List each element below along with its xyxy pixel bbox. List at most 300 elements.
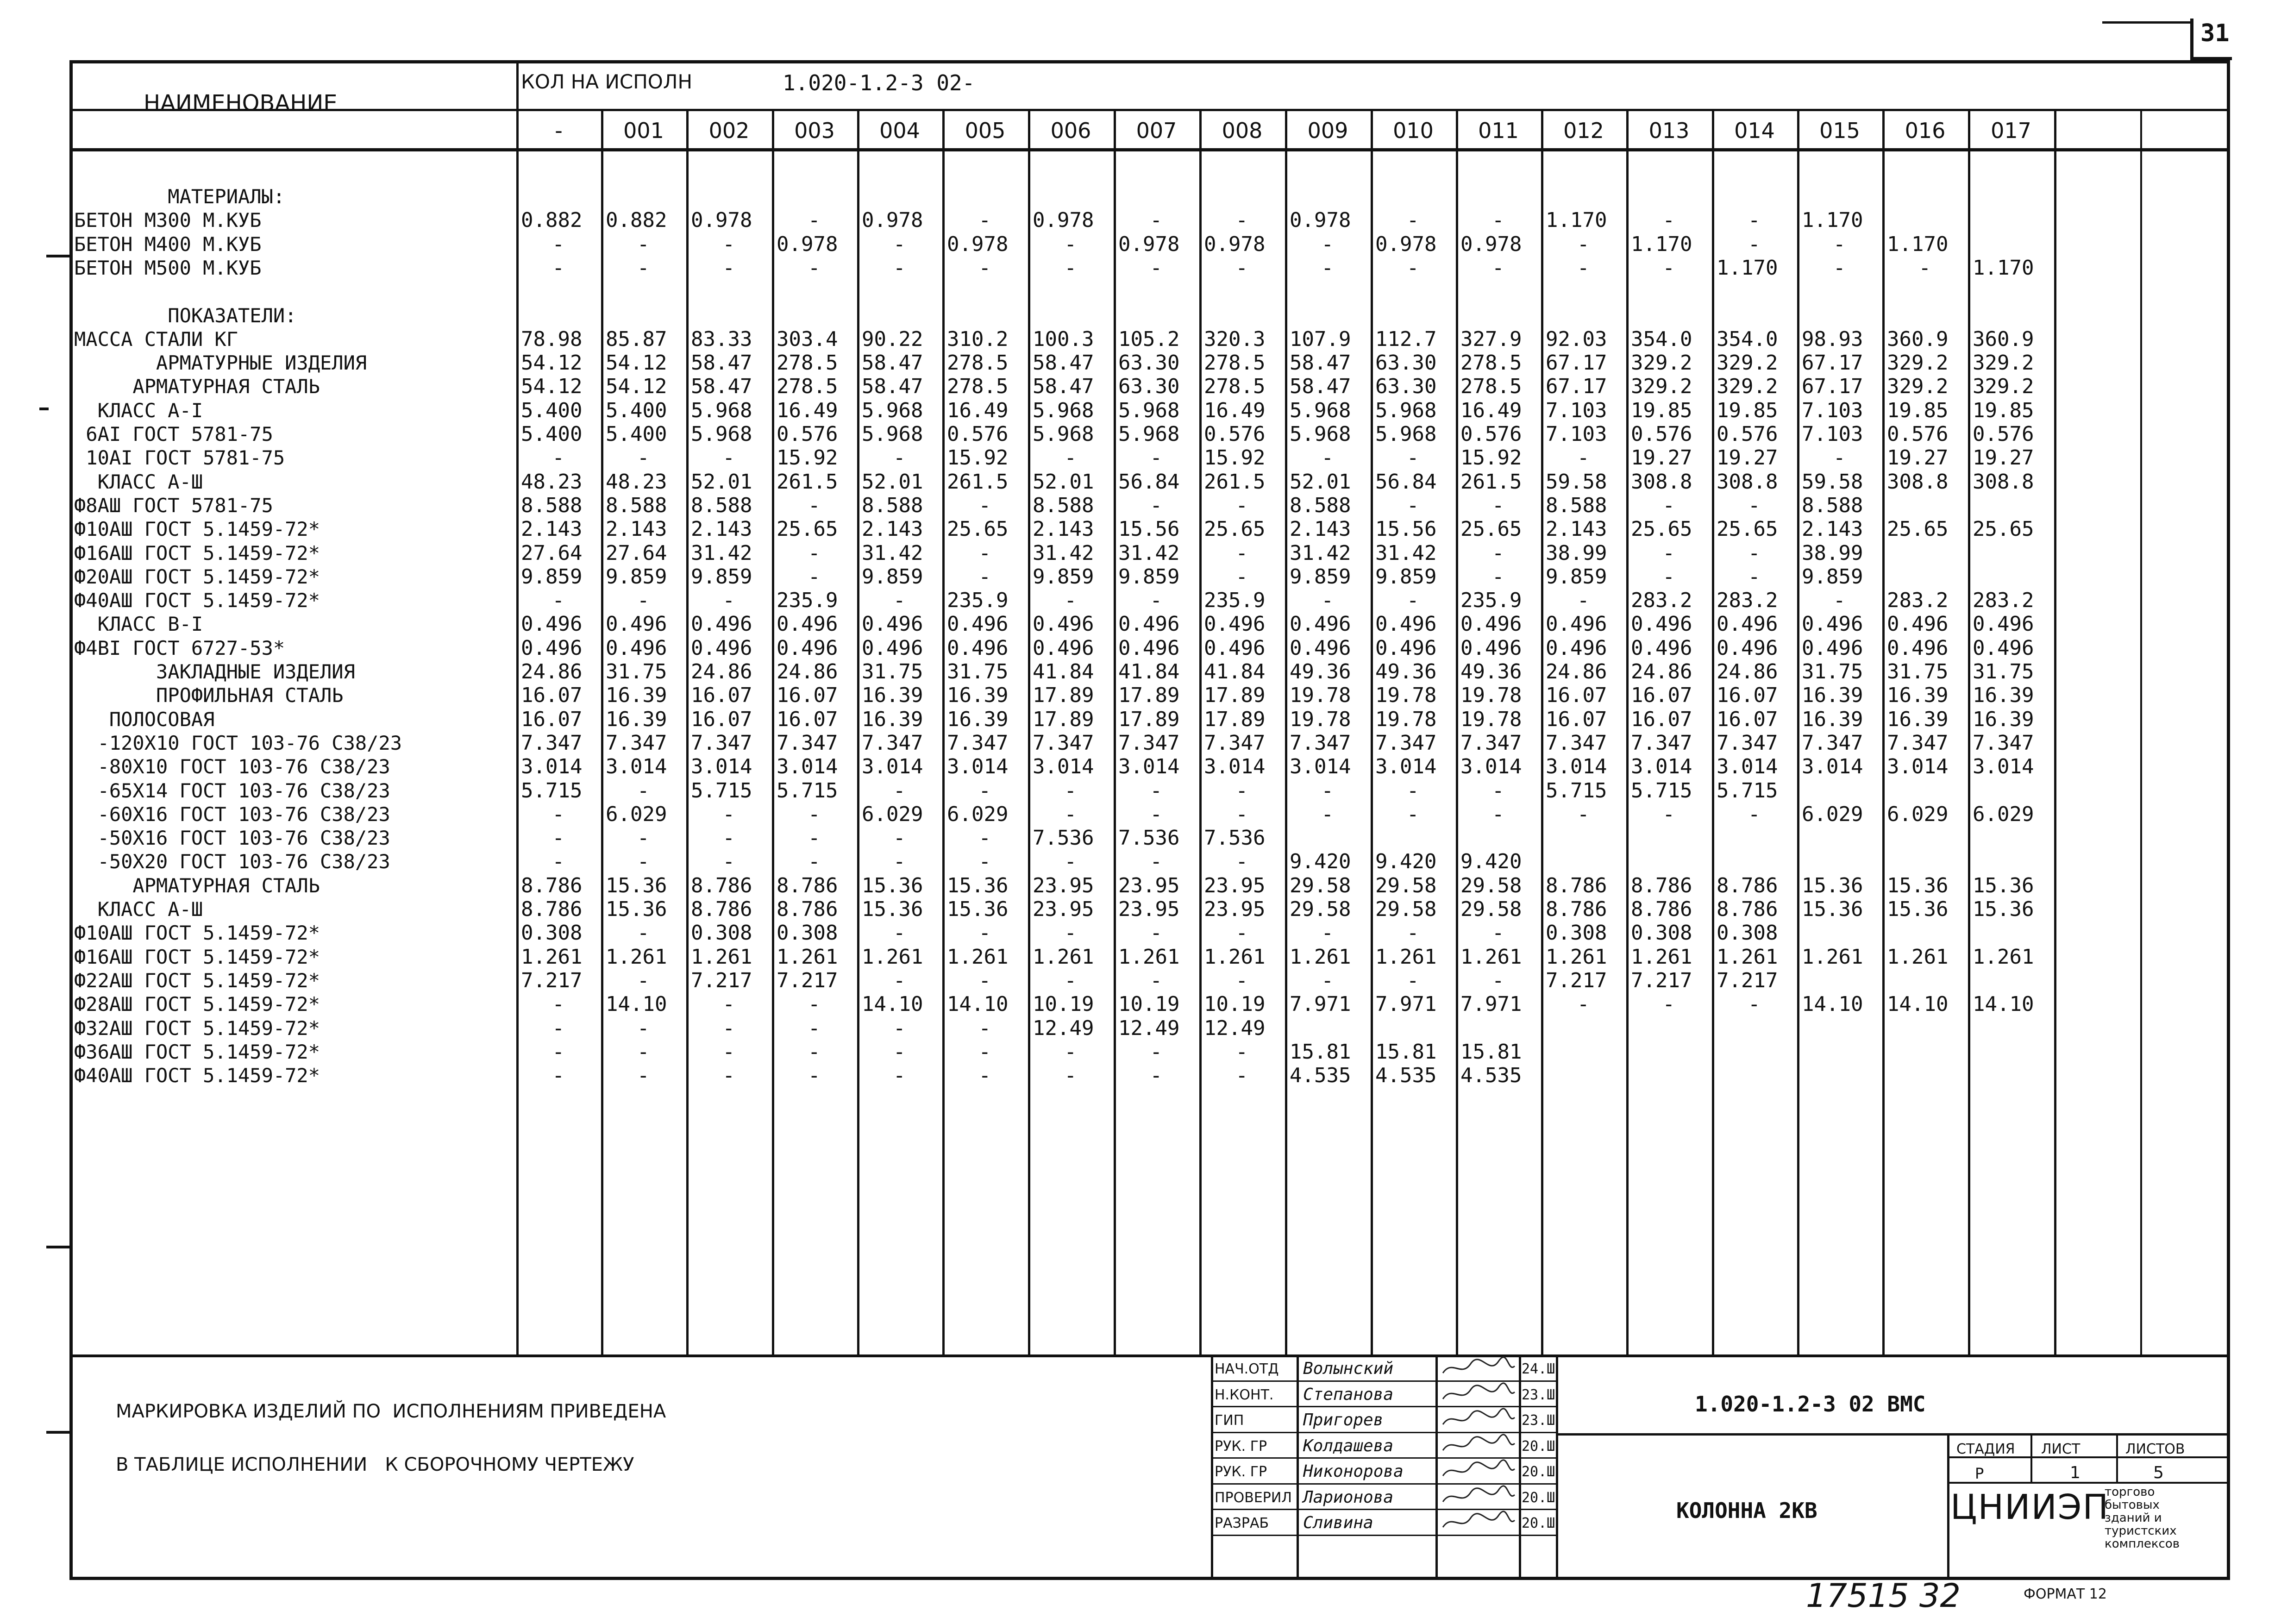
row-label: КЛАСС А-Ш xyxy=(74,470,203,493)
column-divider xyxy=(1882,109,1885,1354)
table-cell: 283.2 xyxy=(1717,589,1778,613)
table-cell: 354.0 xyxy=(1717,327,1778,351)
table-cell: 7.217 xyxy=(1631,968,1692,992)
table-cell: 8.786 xyxy=(1717,897,1778,921)
column-header: 007 xyxy=(1136,118,1177,143)
table-cell: - xyxy=(978,1064,991,1088)
table-cell: 3.014 xyxy=(1118,755,1180,779)
table-cell: 7.347 xyxy=(1973,731,2034,755)
table-cell: 0.978 xyxy=(1460,232,1522,256)
table-cell: 2.143 xyxy=(1802,517,1863,541)
table-cell: 0.496 xyxy=(1460,612,1522,636)
title-block-role: РУК. ГР xyxy=(1215,1464,1267,1480)
table-cell: 235.9 xyxy=(947,589,1009,613)
table-cell: - xyxy=(808,541,821,565)
table-cell: 5.715 xyxy=(777,778,838,803)
table-cell: 7.971 xyxy=(1290,992,1351,1016)
table-cell: 19.27 xyxy=(1631,446,1692,470)
row-label: ПОЛОСОВАЯ xyxy=(74,708,215,731)
table-cell: 31.42 xyxy=(691,541,752,565)
table-cell: 7.347 xyxy=(1887,731,1949,755)
table-cell: - xyxy=(978,921,991,945)
table-cell: - xyxy=(722,802,735,826)
table-cell: - xyxy=(808,256,821,280)
table-cell: 59.58 xyxy=(1802,470,1863,494)
table-cell: 7.217 xyxy=(777,968,838,992)
table-cell: 41.84 xyxy=(1118,660,1180,683)
table-cell: - xyxy=(893,256,906,280)
table-cell: 3.014 xyxy=(1887,755,1949,779)
table-cell: - xyxy=(1662,208,1675,232)
table-cell: 17.89 xyxy=(1204,707,1266,731)
table-cell: 3.014 xyxy=(1375,755,1437,779)
row-label: АРМАТУРНАЯ СТАЛЬ xyxy=(74,375,320,398)
table-cell: 54.12 xyxy=(521,351,583,375)
column-header: 005 xyxy=(965,118,1006,143)
table-cell: 19.85 xyxy=(1631,398,1692,422)
table-cell: 16.39 xyxy=(606,683,667,708)
table-cell: - xyxy=(1407,208,1419,232)
table-cell: - xyxy=(1662,541,1675,565)
table-cell: 12.49 xyxy=(1033,1016,1094,1040)
table-cell: 3.014 xyxy=(777,755,838,779)
table-cell: - xyxy=(978,778,991,803)
row-label: БЕТОН М500 М.КУБ xyxy=(74,256,262,279)
table-cell: - xyxy=(637,1016,650,1040)
table-cell: 0.496 xyxy=(1118,636,1180,660)
row-label: Ф4BI ГОСТ 6727-53* xyxy=(74,636,285,659)
title-block-role: РУК. ГР xyxy=(1215,1438,1267,1455)
table-cell: 25.65 xyxy=(1204,517,1266,541)
table-cell: 0.576 xyxy=(1717,422,1778,446)
table-cell: 16.07 xyxy=(1717,683,1778,708)
table-cell: 3.014 xyxy=(1290,755,1351,779)
signature-mark xyxy=(1438,1354,1517,1380)
table-cell: - xyxy=(722,232,735,256)
column-header: 006 xyxy=(1050,118,1091,143)
table-cell: 5.968 xyxy=(1375,398,1437,422)
title-block-divider xyxy=(2030,1433,2032,1482)
table-cell: 24.86 xyxy=(521,660,583,683)
table-cell: 17.89 xyxy=(1033,707,1094,731)
designation: 1.020-1.2-3 02 ВМС xyxy=(1695,1392,1926,1417)
table-cell: 8.786 xyxy=(521,873,583,897)
row-label: КЛАСС А-I xyxy=(74,399,203,422)
table-cell: 0.496 xyxy=(1717,636,1778,660)
title-block-name: Колдашева xyxy=(1303,1436,1394,1455)
column-divider xyxy=(1797,109,1799,1354)
table-cell: 16.39 xyxy=(947,707,1009,731)
title-block-divider xyxy=(1435,1354,1438,1579)
column-header: - xyxy=(555,118,563,143)
table-cell: 78.98 xyxy=(521,327,583,351)
table-cell: - xyxy=(722,850,735,874)
table-cell: - xyxy=(978,850,991,874)
title-block-date: 24.Ш xyxy=(1522,1361,1555,1377)
table-cell: 9.859 xyxy=(1375,564,1437,589)
table-cell: 48.23 xyxy=(606,470,667,494)
table-cell: - xyxy=(552,446,564,470)
table-cell: 15.36 xyxy=(947,897,1009,921)
table-cell: 24.86 xyxy=(1546,660,1607,683)
row-label: Ф28АШ ГОСТ 5.1459-72* xyxy=(74,993,320,1016)
table-cell: 16.49 xyxy=(947,398,1009,422)
table-cell: 5.715 xyxy=(1717,778,1778,803)
title-block-divider xyxy=(1947,1482,2230,1484)
table-cell: 9.859 xyxy=(1802,564,1863,589)
organization-name: ЦНИИЭП xyxy=(1950,1487,2110,1527)
table-cell: 5.715 xyxy=(1631,778,1692,803)
table-cell: 278.5 xyxy=(947,351,1009,375)
table-cell: 5.715 xyxy=(1546,778,1607,803)
table-cell: - xyxy=(1064,850,1077,874)
table-cell: 5.968 xyxy=(1375,422,1437,446)
table-cell: 16.39 xyxy=(1887,707,1949,731)
table-cell: 16.07 xyxy=(1546,707,1607,731)
table-cell: - xyxy=(552,1040,564,1064)
table-cell: 52.01 xyxy=(862,470,923,494)
table-cell: - xyxy=(1407,589,1419,613)
table-cell: 7.103 xyxy=(1546,422,1607,446)
table-cell: - xyxy=(1577,992,1590,1016)
table-cell: 310.2 xyxy=(947,327,1009,351)
title-block-role: Н.КОНТ. xyxy=(1215,1386,1274,1403)
title-block-role: РАЗРАБ xyxy=(1215,1515,1269,1531)
column-divider xyxy=(942,109,945,1354)
table-cell: 3.014 xyxy=(1204,755,1266,779)
table-cell: 0.496 xyxy=(1717,612,1778,636)
table-cell: 58.47 xyxy=(691,375,752,399)
table-cell: 5.968 xyxy=(691,422,752,446)
table-cell: - xyxy=(808,850,821,874)
table-cell: 329.2 xyxy=(1887,375,1949,399)
row-label: 6AI ГОСТ 5781-75 xyxy=(74,423,273,445)
table-cell: - xyxy=(1235,1040,1248,1064)
table-cell: 15.81 xyxy=(1460,1040,1522,1064)
table-cell: 31.75 xyxy=(606,660,667,683)
table-cell: 5.968 xyxy=(862,422,923,446)
row-label: Ф40АШ ГОСТ 5.1459-72* xyxy=(74,1064,320,1087)
table-cell: 8.786 xyxy=(777,897,838,921)
table-cell: 0.496 xyxy=(1631,636,1692,660)
table-cell: 67.17 xyxy=(1546,351,1607,375)
table-cell: 7.347 xyxy=(521,731,583,755)
table-cell: - xyxy=(1577,256,1590,280)
table-cell: 59.58 xyxy=(1546,470,1607,494)
table-cell: 100.3 xyxy=(1033,327,1094,351)
table-cell: - xyxy=(637,921,650,945)
table-cell: - xyxy=(637,232,650,256)
table-cell: - xyxy=(1577,446,1590,470)
table-cell: - xyxy=(1662,564,1675,589)
table-cell: - xyxy=(1064,589,1077,613)
table-cell: 0.496 xyxy=(521,612,583,636)
table-cell: - xyxy=(1150,589,1162,613)
table-cell: 1.261 xyxy=(1204,945,1266,969)
table-cell: 0.496 xyxy=(862,636,923,660)
table-cell: 12.49 xyxy=(1118,1016,1180,1040)
table-cell: 1.261 xyxy=(1973,945,2034,969)
table-cell: 19.78 xyxy=(1460,707,1522,731)
table-cell: 16.07 xyxy=(1546,683,1607,708)
table-cell: 9.859 xyxy=(862,564,923,589)
table-cell: 8.786 xyxy=(691,873,752,897)
table-cell: 16.39 xyxy=(1802,707,1863,731)
table-cell: 329.2 xyxy=(1887,351,1949,375)
table-cell: 0.882 xyxy=(606,208,667,232)
table-cell: - xyxy=(1321,589,1334,613)
table-cell: 235.9 xyxy=(777,589,838,613)
table-cell: - xyxy=(1064,256,1077,280)
table-cell: 329.2 xyxy=(1717,375,1778,399)
row-label: Ф8АШ ГОСТ 5781-75 xyxy=(74,494,273,517)
table-cell: - xyxy=(893,826,906,850)
table-cell: 0.308 xyxy=(521,921,583,945)
table-cell: 16.07 xyxy=(521,683,583,708)
table-cell: - xyxy=(1833,589,1846,613)
table-cell: 15.92 xyxy=(947,446,1009,470)
table-cell: 0.496 xyxy=(777,636,838,660)
table-cell: 0.496 xyxy=(777,612,838,636)
table-cell: - xyxy=(978,564,991,589)
table-cell: 0.308 xyxy=(1717,921,1778,945)
table-cell: 1.261 xyxy=(1460,945,1522,969)
table-cell: 15.92 xyxy=(1204,446,1266,470)
column-header: 001 xyxy=(623,118,664,143)
table-cell: 16.07 xyxy=(777,707,838,731)
table-cell: 0.978 xyxy=(1204,232,1266,256)
table-cell: 31.42 xyxy=(1118,541,1180,565)
table-cell: 0.496 xyxy=(1290,612,1351,636)
table-cell: 7.347 xyxy=(1546,731,1607,755)
table-cell: 67.17 xyxy=(1546,375,1607,399)
table-cell: - xyxy=(552,1016,564,1040)
table-cell: - xyxy=(1662,256,1675,280)
table-cell: 0.978 xyxy=(1118,232,1180,256)
row-label: -65X14 ГОСТ 103-76 С38/23 xyxy=(74,779,390,802)
table-cell: - xyxy=(1748,564,1761,589)
table-cell: 10.19 xyxy=(1118,992,1180,1016)
table-cell: 31.75 xyxy=(947,660,1009,683)
column-divider xyxy=(686,109,689,1354)
table-cell: 90.22 xyxy=(862,327,923,351)
column-divider xyxy=(1626,109,1629,1354)
table-cell: 8.786 xyxy=(691,897,752,921)
column-header: 010 xyxy=(1393,118,1434,143)
table-cell: 23.95 xyxy=(1118,873,1180,897)
table-cell: - xyxy=(1407,256,1419,280)
table-cell: - xyxy=(1748,493,1761,517)
table-cell: 2.143 xyxy=(1290,517,1351,541)
table-cell: - xyxy=(1321,968,1334,992)
table-cell: 23.95 xyxy=(1033,897,1094,921)
table-cell: 5.715 xyxy=(691,778,752,803)
table-cell: 329.2 xyxy=(1631,351,1692,375)
table-cell: - xyxy=(1235,493,1248,517)
table-cell: 7.347 xyxy=(777,731,838,755)
table-cell: - xyxy=(1918,256,1931,280)
table-cell: 0.496 xyxy=(1631,612,1692,636)
table-cell: 0.308 xyxy=(1631,921,1692,945)
row-label: Ф36АШ ГОСТ 5.1459-72* xyxy=(74,1040,320,1063)
title-block-role: НАЧ.ОТД xyxy=(1215,1361,1279,1377)
table-cell: 15.36 xyxy=(1973,897,2034,921)
row-label: БЕТОН М300 М.КУБ xyxy=(74,209,262,232)
table-cell: 12.49 xyxy=(1204,1016,1266,1040)
table-cell: 52.01 xyxy=(1033,470,1094,494)
table-cell: 0.496 xyxy=(1973,612,2034,636)
table-cell: 19.78 xyxy=(1290,707,1351,731)
table-cell: 1.261 xyxy=(1546,945,1607,969)
table-cell: - xyxy=(1407,921,1419,945)
table-cell: - xyxy=(893,1040,906,1064)
signature-mark xyxy=(1438,1406,1517,1431)
table-cell: 0.496 xyxy=(1802,612,1863,636)
table-cell: - xyxy=(1150,968,1162,992)
table-cell: 7.103 xyxy=(1802,422,1863,446)
column-header: 003 xyxy=(794,118,835,143)
table-cell: 25.65 xyxy=(1973,517,2034,541)
table-cell: - xyxy=(893,232,906,256)
table-cell: 23.95 xyxy=(1204,897,1266,921)
table-cell: 235.9 xyxy=(1460,589,1522,613)
table-cell: - xyxy=(1577,232,1590,256)
table-cell: 5.968 xyxy=(1033,422,1094,446)
table-cell: 2.143 xyxy=(521,517,583,541)
table-cell: 7.347 xyxy=(1717,731,1778,755)
table-cell: 0.496 xyxy=(1118,612,1180,636)
table-cell: 7.217 xyxy=(521,968,583,992)
table-cell: 29.58 xyxy=(1460,873,1522,897)
table-cell: 0.576 xyxy=(1460,422,1522,446)
table-cell: - xyxy=(1748,992,1761,1016)
table-cell: - xyxy=(1833,232,1846,256)
table-cell: 49.36 xyxy=(1375,660,1437,683)
table-cell: 7.347 xyxy=(1204,731,1266,755)
table-cell: 29.58 xyxy=(1375,873,1437,897)
table-cell: 1.170 xyxy=(1546,208,1607,232)
table-cell: - xyxy=(978,1040,991,1064)
table-cell: 16.39 xyxy=(606,707,667,731)
table-cell: 105.2 xyxy=(1118,327,1180,351)
table-cell: - xyxy=(1492,493,1504,517)
table-cell: 17.89 xyxy=(1118,707,1180,731)
table-cell: 8.588 xyxy=(691,493,752,517)
column-divider xyxy=(2054,109,2056,1354)
table-cell: 7.536 xyxy=(1118,826,1180,850)
table-cell: 0.308 xyxy=(777,921,838,945)
table-cell: - xyxy=(637,1064,650,1088)
row-label: 10AI ГОСТ 5781-75 xyxy=(74,446,285,470)
table-cell: 2.143 xyxy=(691,517,752,541)
table-cell: - xyxy=(1321,446,1334,470)
table-cell: 1.261 xyxy=(1033,945,1094,969)
title-block-divider xyxy=(1556,1433,2230,1436)
table-cell: 3.014 xyxy=(947,755,1009,779)
table-cell: - xyxy=(1150,802,1162,826)
format-label: ФОРМАТ 12 xyxy=(2024,1586,2107,1602)
table-cell: 14.10 xyxy=(1887,992,1949,1016)
sheets-value: 5 xyxy=(2153,1463,2164,1482)
table-cell: 58.47 xyxy=(1290,351,1351,375)
table-cell: 63.30 xyxy=(1375,375,1437,399)
table-cell: 52.01 xyxy=(1290,470,1351,494)
table-cell: 23.95 xyxy=(1033,873,1094,897)
table-cell: 16.49 xyxy=(1204,398,1266,422)
table-cell: 25.65 xyxy=(1631,517,1692,541)
table-cell: 7.217 xyxy=(691,968,752,992)
table-cell: 7.347 xyxy=(947,731,1009,755)
table-cell: - xyxy=(1492,541,1504,565)
title-block-name: Сливина xyxy=(1303,1513,1373,1532)
table-cell: - xyxy=(1748,208,1761,232)
margin-tick xyxy=(46,1246,69,1248)
table-cell: 7.347 xyxy=(1375,731,1437,755)
table-cell: 19.85 xyxy=(1973,398,2034,422)
table-cell: - xyxy=(722,992,735,1016)
table-cell: - xyxy=(978,208,991,232)
table-cell: 54.12 xyxy=(606,375,667,399)
table-cell: 0.496 xyxy=(1375,612,1437,636)
table-cell: - xyxy=(1235,256,1248,280)
table-cell: - xyxy=(978,826,991,850)
row-label: Ф10АШ ГОСТ 5.1459-72* xyxy=(74,922,320,945)
table-cell: 5.715 xyxy=(521,778,583,803)
table-cell: 7.347 xyxy=(862,731,923,755)
table-cell: 0.496 xyxy=(691,612,752,636)
table-cell: 0.496 xyxy=(1290,636,1351,660)
table-cell: 5.968 xyxy=(1290,398,1351,422)
table-cell: 3.014 xyxy=(1973,755,2034,779)
row-label: Ф20АШ ГОСТ 5.1459-72* xyxy=(74,565,320,588)
table-cell: - xyxy=(808,564,821,589)
table-cell: 7.347 xyxy=(1033,731,1094,755)
table-cell: - xyxy=(1235,850,1248,874)
column-divider xyxy=(601,109,603,1354)
table-cell: 308.8 xyxy=(1887,470,1949,494)
row-label: ПРОФИЛЬНАЯ СТАЛЬ xyxy=(74,684,344,707)
table-cell: 7.971 xyxy=(1460,992,1522,1016)
column-header: 008 xyxy=(1222,118,1263,143)
table-cell: 49.36 xyxy=(1290,660,1351,683)
inventory-number: 17515 32 xyxy=(1806,1577,1961,1615)
title-block-date: 23.Ш xyxy=(1522,1412,1555,1429)
table-cell: 8.786 xyxy=(521,897,583,921)
table-cell: 38.99 xyxy=(1546,541,1607,565)
table-cell: 6.029 xyxy=(947,802,1009,826)
table-cell: 0.496 xyxy=(1546,636,1607,660)
signature-mark xyxy=(1438,1380,1517,1406)
table-cell: - xyxy=(893,850,906,874)
table-cell: - xyxy=(1064,1064,1077,1088)
table-cell: 0.978 xyxy=(862,208,923,232)
row-label: -80X10 ГОСТ 103-76 С38/23 xyxy=(74,755,390,778)
table-cell: 0.496 xyxy=(1033,636,1094,660)
table-cell: 24.86 xyxy=(691,660,752,683)
table-cell: - xyxy=(552,589,564,613)
table-cell: 58.47 xyxy=(691,351,752,375)
sheet-label: ЛИСТ xyxy=(2041,1441,2080,1457)
table-cell: - xyxy=(978,256,991,280)
row-label: ЗАКЛАДНЫЕ ИЗДЕЛИЯ xyxy=(74,660,355,683)
column-header: 016 xyxy=(1905,118,1946,143)
table-cell: - xyxy=(1492,564,1504,589)
table-cell: 8.588 xyxy=(521,493,583,517)
table-cell: 360.9 xyxy=(1973,327,2034,351)
stage-label: СТАДИЯ xyxy=(1956,1441,2015,1457)
table-cell: - xyxy=(552,802,564,826)
table-cell: 7.536 xyxy=(1204,826,1266,850)
